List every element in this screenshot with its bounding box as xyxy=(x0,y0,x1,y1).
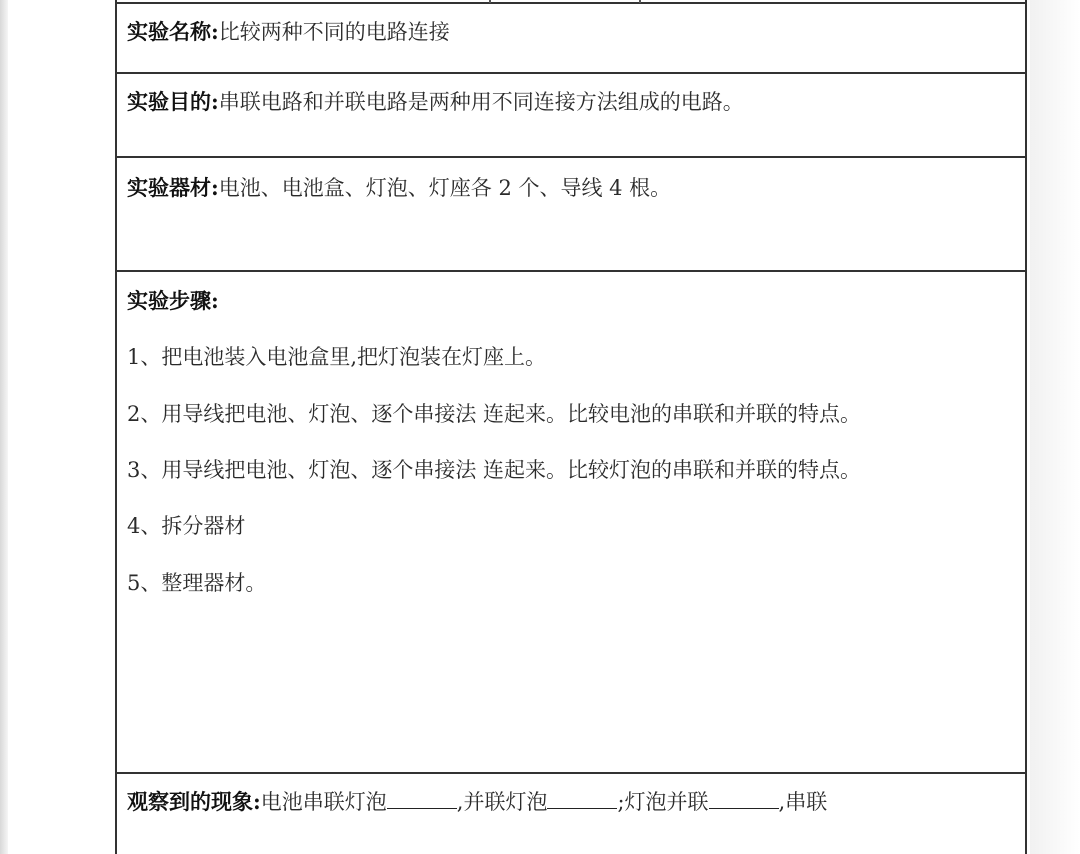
row-observation xyxy=(117,774,1025,854)
observation-label: 观察到的现象: xyxy=(127,789,261,814)
step-item: 1、把电池装入电池盒里,把灯泡装在灯座上。 xyxy=(127,345,547,369)
answer-blank[interactable] xyxy=(387,788,457,809)
experiment-name-line xyxy=(127,18,450,46)
experiment-materials-line xyxy=(127,174,671,202)
step-item: 2、用导线把电池、灯泡、逐个串接法 连起来。比较电池的串联和并联的特点。 xyxy=(127,402,862,426)
observation-text-battery-series: 电池串联灯泡 xyxy=(260,790,387,814)
answer-blank[interactable] xyxy=(547,788,617,809)
page-right-shadow xyxy=(1030,0,1080,854)
experiment-purpose-label: 实验目的: xyxy=(127,89,219,114)
row-experiment-purpose xyxy=(117,74,1025,158)
observation-line xyxy=(127,788,827,816)
experiment-name-label: 实验名称: xyxy=(127,19,219,44)
column-tick xyxy=(639,0,641,3)
experiment-materials-label: 实验器材: xyxy=(127,175,219,200)
experiment-materials-value: 电池、电池盒、灯泡、灯座各 2 个、导线 4 根。 xyxy=(218,176,672,200)
page-left-edge xyxy=(0,0,8,854)
row-experiment-materials xyxy=(117,158,1025,272)
experiment-name-value: 比较两种不同的电路连接 xyxy=(218,20,450,44)
answer-blank[interactable] xyxy=(709,788,779,809)
experiment-purpose-value: 串联电路和并联电路是两种用不同连接方法组成的电路。 xyxy=(218,90,744,114)
row-experiment-name xyxy=(117,4,1025,74)
column-tick xyxy=(489,0,491,3)
observation-text-series: ,串联 xyxy=(778,790,828,814)
step-item: 3、用导线把电池、灯泡、逐个串接法 连起来。比较灯泡的串联和并联的特点。 xyxy=(127,458,862,482)
step-item: 5、整理器材。 xyxy=(127,571,267,595)
experiment-table xyxy=(115,0,1027,854)
observation-text-bulb-parallel: ;灯泡并联 xyxy=(617,790,709,814)
step-item: 4、拆分器材 xyxy=(127,514,246,538)
experiment-purpose-line xyxy=(127,88,744,116)
row-experiment-steps xyxy=(117,272,1025,774)
observation-text-parallel: ,并联灯泡 xyxy=(456,790,548,814)
experiment-steps-label: 实验步骤: xyxy=(127,288,219,313)
